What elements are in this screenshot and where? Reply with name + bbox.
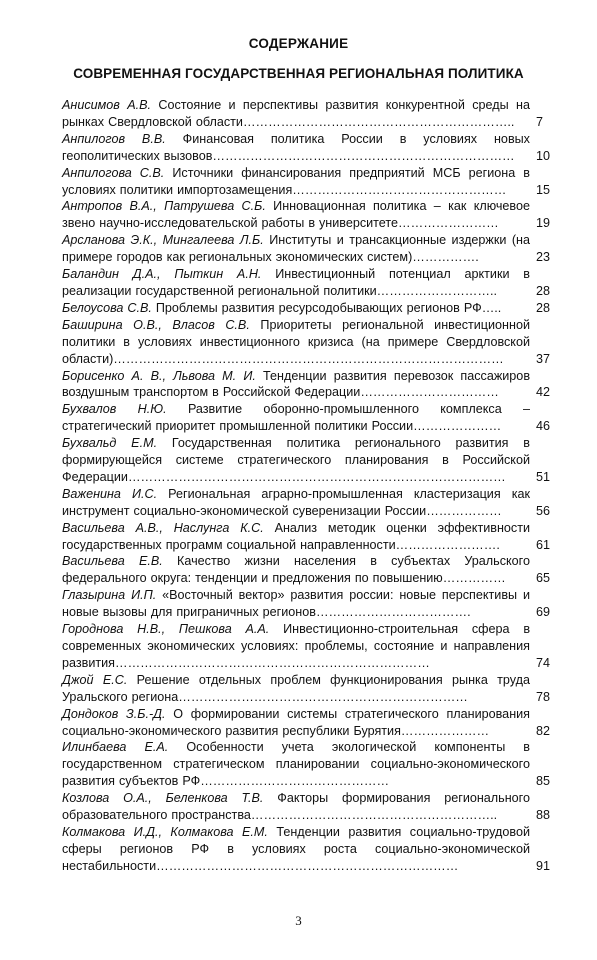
toc-entry-authors: Глазырина И.П. (62, 588, 157, 603)
toc-entry (62, 97, 576, 131)
toc-entry (62, 368, 576, 402)
toc-entry-page: 69 (536, 605, 551, 620)
toc-entry-authors: Городнова Н.В., Пешкова А.А. (62, 622, 270, 637)
toc-entry-authors: Васильева Е.В. (62, 554, 163, 569)
toc-entry-authors: Илинбаева Е.А. (62, 740, 169, 755)
toc-entry-page: 91 (536, 858, 551, 873)
toc-entry-title: Инновационная политика – как ключевое звено научно-исследовательской работы в университете…………………… (62, 199, 530, 231)
toc-entry (62, 317, 576, 368)
toc-entry (62, 587, 576, 621)
toc-entry-authors: Белоусова С.В. (62, 300, 152, 315)
toc-entry-authors: Бухвалов Н.Ю. (62, 402, 167, 417)
toc-entry-title: Инвестиционный потенциал арктики в реализации государственной региональной политики……………………….. (62, 267, 531, 298)
toc-entry-title: Решение отдельных проблем функционирования рынка труда Уральского региона…………………………………………………………… (62, 672, 530, 704)
toc-entry (62, 232, 576, 266)
toc-entry (62, 198, 576, 232)
page-heading: СОДЕРЖАНИЕ (248, 36, 349, 51)
toc-entry (62, 486, 576, 520)
toc-entry (62, 165, 576, 199)
toc-entry-authors: Васильева А.В., Наслунга К.С. (62, 520, 264, 535)
toc-entry-title: Анализ методик оценки эффективности государственных программ социальной направленности……………………. (62, 520, 531, 552)
toc-entry (62, 435, 576, 486)
toc-entry-page: 88 (536, 808, 551, 823)
toc-entry-title: Источники финансирования предприятий МСБ региона в условиях политики импортозамещения…………………………………………… (62, 165, 530, 197)
toc-entry-page: 61 (536, 537, 551, 552)
toc-entry-title: Приоритеты региональной инвестиционной политики в условиях инвестиционного кризиса (на примере Свердловской области)………………………………………………………………………………… (62, 317, 531, 366)
toc-entry-page: 7 (536, 114, 544, 129)
page-number: 3 (295, 913, 302, 928)
toc-entry-page: 46 (536, 419, 551, 434)
toc-entry-page: 23 (536, 250, 551, 265)
toc-entry-authors: Антропов В.А., Патрушева С.Б. (62, 199, 266, 214)
toc-entry (62, 672, 576, 706)
toc-entry (62, 706, 576, 740)
toc-entry-page: 78 (536, 689, 551, 704)
section-title: СОВРЕМЕННАЯ ГОСУДАРСТВЕННАЯ РЕГИОНАЛЬНАЯ ПОЛИТИКА (73, 66, 524, 81)
toc-entry-authors: Баширина О.В., Власов С.В. (62, 317, 250, 332)
toc-entry-page: 74 (536, 655, 551, 670)
toc-entry-page: 51 (536, 469, 551, 484)
toc-entry-authors: Анпилогова С.В. (62, 165, 165, 180)
toc-entry-page: 56 (536, 503, 551, 518)
toc-entry-page: 15 (536, 182, 551, 197)
toc-entry-page: 28 (536, 283, 551, 298)
toc-entry-authors: Арсланова Э.К., Мингалеева Л.Б. (62, 233, 264, 248)
toc-entry-page: 85 (536, 774, 551, 789)
toc-entry (62, 553, 576, 587)
toc-entry-authors: Анисимов А.В. (62, 98, 151, 112)
toc-entry-title: Институты и трансакционные издержки (на примере городов как региональных экономических систем)……………. (62, 233, 531, 265)
toc-entry (62, 131, 576, 165)
toc-entry-page: 28 (536, 300, 551, 315)
toc-entry-page: 19 (536, 216, 551, 231)
toc-entry-title: Региональная аграрно-промышленная кластеризация как инструмент социально-экономической суверенизации России……………… (62, 486, 531, 518)
toc-entry-authors: Баландин Д.А., Пыткин А.Н. (62, 267, 262, 282)
toc-entry-page: 65 (536, 571, 551, 586)
toc-entry-page: 37 (536, 351, 551, 366)
toc-entry-page: 42 (536, 385, 551, 400)
toc-entry-title: Состояние и перспективы развития конкурентной среды на рынках Свердловской области……………………………………………………….. (62, 98, 530, 129)
toc-entry-authors: Колмакова И.Д., Колмакова Е.М. (62, 824, 268, 839)
toc-entry-authors: Джой Е.С. (62, 672, 128, 687)
toc-entry (62, 300, 576, 317)
toc-entry-title: Тенденции развития социально-трудовой сферы регионов РФ в условиях роста социально-экономической нестабильности……………………………………………………………… (62, 824, 530, 873)
toc-entry-authors: Козлова О.А., Беленкова Т.В. (62, 791, 264, 806)
toc-entry (62, 266, 576, 300)
toc-entry (62, 401, 576, 435)
toc-entry-title: Факторы формирования регионального образовательного пространства………………………………………………….. (62, 791, 531, 823)
toc-entry (62, 824, 576, 875)
toc-entry-authors: Дондоков З.Б.-Д. (62, 706, 166, 721)
toc-entry-authors: Важенина И.С. (62, 486, 158, 501)
toc-entry-title: Государственная политика регионального развития в формирующейся системе стратегического планирования в Российской Федерации……………………………………………………………………………… (62, 436, 531, 484)
toc-entry-title: Проблемы развития ресурсодобывающих регионов РФ….. (155, 300, 502, 315)
toc-entry (62, 790, 576, 824)
toc-entry-authors: Борисенко А. В., Львова М. И. (62, 368, 256, 383)
toc-entry-title: О формировании системы стратегического планирования социально-экономического развития республики Бурятия………………… (62, 706, 531, 738)
toc-entry-title: Развитие оборонно-промышленного комплекса – стратегический приоритет промышленной политики России………………… (62, 402, 531, 434)
toc-entry (62, 739, 576, 790)
toc-entry-page: 10 (536, 148, 551, 163)
toc-entry-title: Особенности учета экологической компоненты в государственном стратегическом планировании социально-экономического развития субъектов РФ……………………………………… (62, 740, 530, 789)
toc-entry-page: 82 (536, 723, 551, 738)
toc-entry (62, 520, 576, 554)
toc-entry-title: Тенденции развития перевозок пассажиров воздушным транспортом в Российской Федерации…………………………… (62, 368, 531, 400)
toc-entry-title: «Восточный вектор» развития россии: новые перспективы и новые вызовы для приграничных регионов………………………………. (62, 588, 530, 620)
toc-entry-authors: Бухвальд Е.М. (62, 436, 158, 451)
toc-entry-title: Качество жизни населения в субъектах Уральского федерального округа: тенденции и предложения по повышению…………… (62, 554, 530, 586)
toc-entry-authors: Анпилогов В.В. (62, 131, 166, 146)
toc-entry (62, 621, 576, 672)
toc-entry-title: Инвестиционно-строительная сфера в современных экономических условиях: проблемы, состояние и направления развития………………………………………………………………… (62, 622, 531, 670)
table-of-contents (62, 97, 576, 875)
toc-entry-title: Финансовая политика России в условиях новых геополитических вызовов……………………………………………………………… (62, 131, 530, 163)
